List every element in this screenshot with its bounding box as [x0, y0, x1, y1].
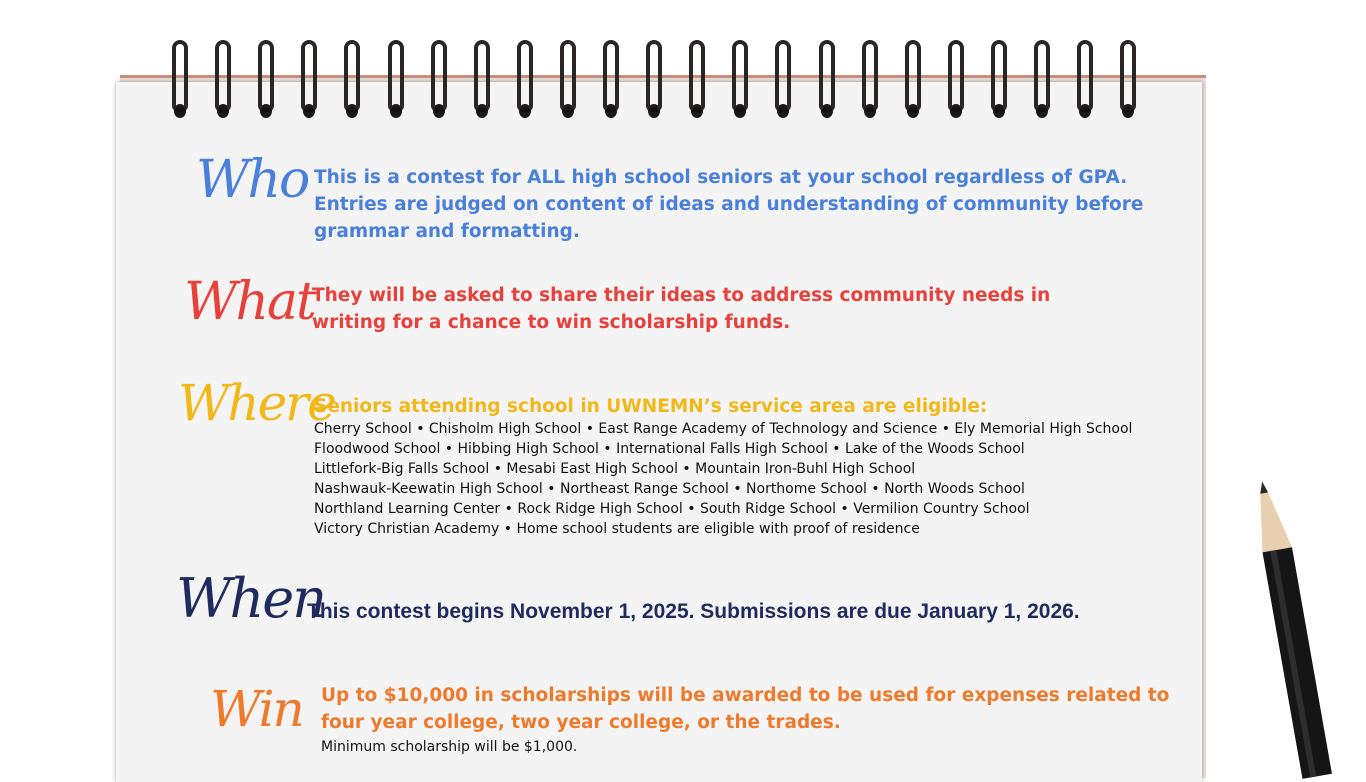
where-heading: Where — [178, 374, 335, 432]
ring-loop — [560, 40, 576, 112]
school-list-line: Northland Learning Center • Rock Ridge High School • South Ridge School • Vermilion Country School — [314, 501, 1030, 517]
what-line: They will be asked to share their ideas to address community needs in — [312, 285, 1051, 306]
who-line: grammar and formatting. — [314, 221, 580, 242]
spiral-ring-icon — [556, 38, 582, 118]
pencil-icon — [1250, 477, 1341, 779]
spiral-ring-icon — [642, 38, 668, 118]
ring-loop — [732, 40, 748, 112]
ring-loop — [172, 40, 188, 112]
ring-loop — [1034, 40, 1050, 112]
spiral-ring-icon — [815, 38, 841, 118]
who-heading: Who — [196, 150, 309, 210]
spiral-ring-icon — [427, 38, 453, 118]
win-line: four year college, two year college, or the trades. — [321, 712, 841, 733]
ring-loop — [991, 40, 1007, 112]
ring-loop — [1120, 40, 1136, 112]
spiral-ring-icon — [384, 38, 410, 118]
ring-loop — [344, 40, 360, 112]
who-text — [314, 164, 1143, 245]
who-line: This is a contest for ALL high school seniors at your school regardless of GPA. — [314, 167, 1128, 188]
what-text — [312, 282, 1050, 336]
win-line: Up to $10,000 in scholarships will be awarded to be used for expenses related to — [321, 685, 1170, 706]
ring-loop — [689, 40, 705, 112]
where-intro: Seniors attending school in UWNEMN’s service area are eligible: — [314, 396, 988, 417]
what-line: writing for a chance to win scholarship funds. — [312, 312, 791, 333]
spiral-ring-icon — [513, 38, 539, 118]
ring-loop — [905, 40, 921, 112]
spiral-ring-icon — [340, 38, 366, 118]
spiral-binding-icon — [0, 38, 1366, 128]
ring-loop — [215, 40, 231, 112]
ring-loop — [388, 40, 404, 112]
spiral-ring-icon — [901, 38, 927, 118]
spiral-ring-icon — [685, 38, 711, 118]
win-note: Minimum scholarship will be $1,000. — [321, 739, 578, 755]
ring-loop — [474, 40, 490, 112]
ring-loop — [517, 40, 533, 112]
ring-loop — [603, 40, 619, 112]
school-list-line: Littlefork-Big Falls School • Mesabi East High School • Mountain Iron-Buhl High School — [314, 461, 916, 477]
ring-loop — [431, 40, 447, 112]
ring-loop — [948, 40, 964, 112]
when-text: This contest begins November 1, 2025. Submissions are due January 1, 2026. — [307, 600, 1080, 623]
win-heading: Win — [210, 680, 303, 738]
spiral-ring-icon — [168, 38, 194, 118]
win-text — [321, 682, 1169, 736]
school-list-line: Cherry School • Chisholm High School • East Range Academy of Technology and Science • Ely Memorial High School — [314, 421, 1133, 437]
school-list-line: Floodwood School • Hibbing High School • International Falls High School • Lake of the Woods School — [314, 441, 1025, 457]
when-heading: When — [176, 567, 326, 630]
spiral-ring-icon — [297, 38, 323, 118]
spiral-ring-icon — [1073, 38, 1099, 118]
ring-loop — [775, 40, 791, 112]
spiral-ring-icon — [1030, 38, 1056, 118]
spiral-ring-icon — [728, 38, 754, 118]
spiral-ring-icon — [599, 38, 625, 118]
school-list-line: Nashwauk-Keewatin High School • Northeast Range School • Northome School • North Woods School — [314, 481, 1025, 497]
ring-loop — [1077, 40, 1093, 112]
spiral-ring-icon — [211, 38, 237, 118]
spiral-ring-icon — [254, 38, 280, 118]
ring-loop — [819, 40, 835, 112]
spiral-ring-icon — [470, 38, 496, 118]
ring-loop — [646, 40, 662, 112]
school-list — [314, 419, 1132, 539]
spiral-ring-icon — [944, 38, 970, 118]
ring-loop — [301, 40, 317, 112]
spiral-ring-icon — [1116, 38, 1142, 118]
what-heading: What — [184, 272, 315, 332]
spiral-ring-icon — [987, 38, 1013, 118]
spiral-ring-icon — [858, 38, 884, 118]
school-list-line: Victory Christian Academy • Home school students are eligible with proof of residence — [314, 521, 920, 537]
ring-loop — [258, 40, 274, 112]
ring-loop — [862, 40, 878, 112]
who-line: Entries are judged on content of ideas and understanding of community before — [314, 194, 1144, 215]
spiral-ring-icon — [771, 38, 797, 118]
